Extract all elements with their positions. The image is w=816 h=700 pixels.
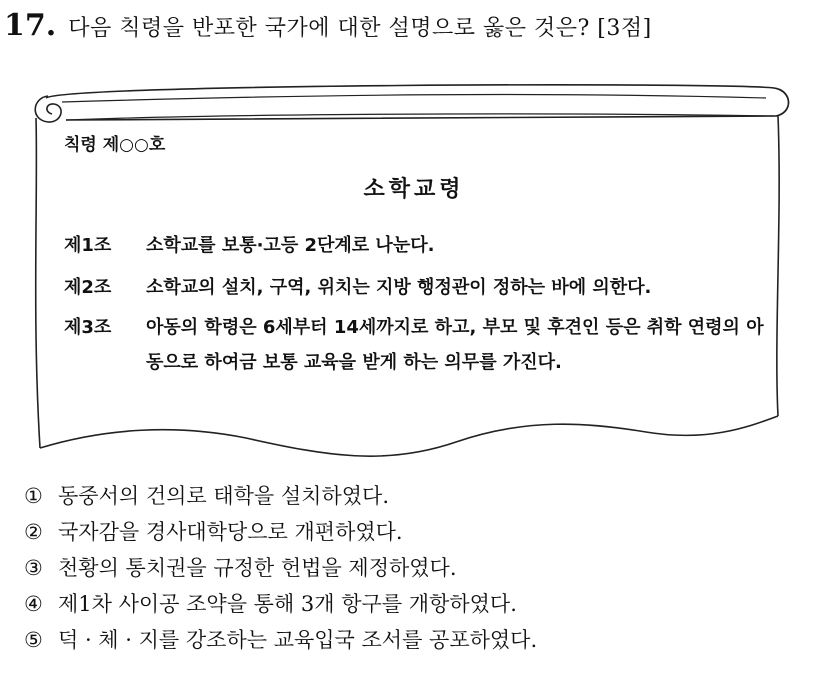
choice-mark: ① [24, 484, 43, 508]
choice-mark: ⑤ [24, 628, 43, 652]
article-label: 제1조 [64, 235, 112, 256]
article-label: 제3조 [64, 317, 112, 338]
answer-choice[interactable] [24, 586, 804, 622]
article-label: 제2조 [64, 277, 112, 298]
answer-choice[interactable] [24, 550, 804, 586]
choice-mark: ④ [24, 592, 43, 616]
answer-choice[interactable] [24, 514, 804, 550]
choice-mark: ③ [24, 556, 43, 580]
choice-text: 동중서의 건의로 태학을 설치하였다. [58, 484, 389, 508]
answer-choices [24, 478, 804, 658]
choice-text: 제1차 사이공 조약을 통해 3개 항구를 개항하였다. [58, 592, 517, 616]
question-header [4, 8, 652, 48]
choice-text: 천황의 통치권을 규정한 헌법을 제정하였다. [58, 556, 457, 580]
decree-number: 칙령 제○○호 [64, 135, 166, 155]
choice-mark: ② [24, 520, 43, 544]
article-text: 소학교를 보통·고등 2단계로 나눈다. [146, 235, 435, 256]
choice-text: 국자감을 경사대학당으로 개편하였다. [58, 520, 403, 544]
article-text: 소학교의 설치, 구역, 위치는 지방 행정관이 정하는 바에 의한다. [146, 277, 652, 298]
question-number: 17. [4, 8, 57, 43]
answer-choice[interactable] [24, 478, 804, 514]
choice-text: 덕 · 체 · 지를 강조하는 교육입국 조서를 공포하였다. [58, 628, 538, 652]
article-text: 아동의 학령은 6세부터 14세까지로 하고, 부모 및 후견인 등은 취학 연령의 아동으로 하여금 보통 교육을 받게 하는 의무를 가진다. [146, 317, 764, 373]
decree-title: 소학교령 [363, 177, 465, 202]
answer-choice[interactable] [24, 622, 804, 658]
question-text: 다음 칙령을 반포한 국가에 대한 설명으로 옳은 것은? [3점] [68, 16, 652, 41]
